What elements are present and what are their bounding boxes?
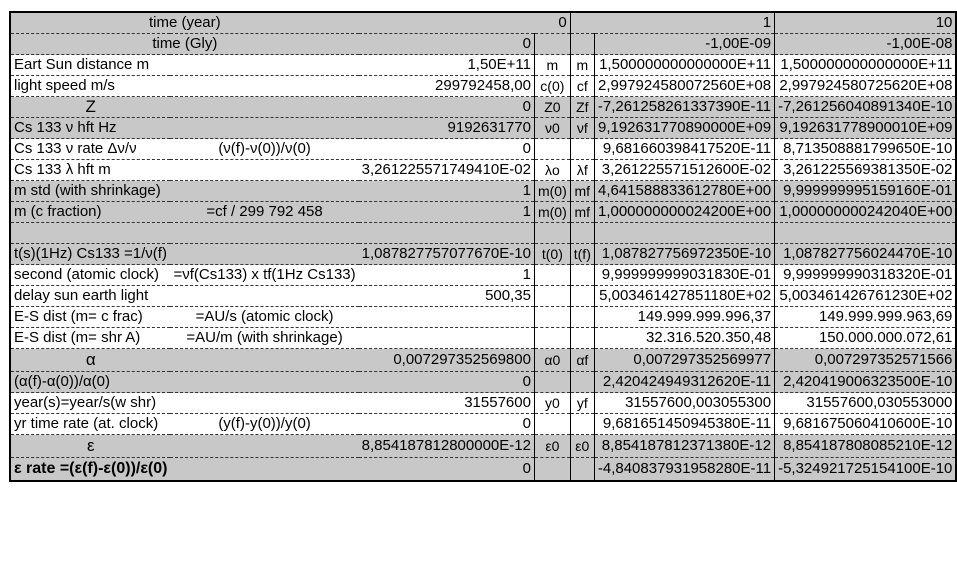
value-initial: 299792458,00 bbox=[359, 76, 535, 97]
table-row bbox=[10, 328, 956, 349]
row-label: light speed m/s bbox=[10, 76, 170, 97]
value-year-1: 1,000000000024200E+00 bbox=[594, 202, 774, 223]
symbol-final: αf bbox=[570, 349, 594, 372]
value-year-10: 2,997924580725620E+08 bbox=[775, 76, 957, 97]
table-row bbox=[10, 458, 956, 482]
row-label: delay sun earth light bbox=[10, 286, 170, 307]
value-year-10: 8,713508881799650E-10 bbox=[775, 139, 957, 160]
value-year-10: 8,854187808085210E-12 bbox=[775, 435, 957, 458]
row-label: Cs 133 λ hft m bbox=[10, 160, 170, 181]
table-row bbox=[10, 307, 956, 328]
row-formula: (y(f)-y(0))/y(0) bbox=[170, 414, 358, 435]
symbol-final bbox=[570, 34, 594, 55]
table-row bbox=[10, 139, 956, 160]
value-year-1: 1,500000000000000E+11 bbox=[594, 55, 774, 76]
symbol-final bbox=[570, 286, 594, 307]
row-formula bbox=[170, 118, 358, 139]
row-label: ε rate =(ε(f)-ε(0))/ε(0) bbox=[10, 458, 170, 482]
symbol-final: ε0 bbox=[570, 435, 594, 458]
value-initial: 0 bbox=[359, 414, 535, 435]
row-formula: =AU/m (with shrinkage) bbox=[170, 328, 358, 349]
row-formula bbox=[170, 223, 358, 244]
symbol-final: mf bbox=[570, 181, 594, 202]
value-initial: 0 bbox=[359, 139, 535, 160]
value-initial: 0 bbox=[359, 458, 535, 482]
row-label: time (Gly) bbox=[10, 34, 359, 55]
row-label: α bbox=[10, 349, 170, 372]
row-label: Eart Sun distance m bbox=[10, 55, 170, 76]
value-initial: 0 bbox=[359, 34, 535, 55]
row-label: t(s)(1Hz) Cs133 =1/ν(f) bbox=[10, 244, 170, 265]
value-year-1: 2,420424949312620E-11 bbox=[594, 372, 774, 393]
table-row bbox=[10, 76, 956, 97]
value-year-10: 1,000000000242040E+00 bbox=[775, 202, 957, 223]
row-formula bbox=[170, 286, 358, 307]
value-year-1: 9,681651450945380E-11 bbox=[594, 414, 774, 435]
value-year-10: 149.999.999.963,69 bbox=[775, 307, 957, 328]
table-row bbox=[10, 55, 956, 76]
symbol-final: m bbox=[570, 55, 594, 76]
value-year-10: 9,999999995159160E-01 bbox=[775, 181, 957, 202]
symbol-final bbox=[570, 12, 594, 34]
value-initial: 31557600 bbox=[359, 393, 535, 414]
value-year-10: -7,261256040891340E-10 bbox=[775, 97, 957, 118]
value-initial: 1 bbox=[359, 202, 535, 223]
value-initial: 3,261225571749410E-02 bbox=[359, 160, 535, 181]
symbol-final bbox=[570, 372, 594, 393]
symbol-initial: α0 bbox=[534, 349, 570, 372]
symbol-initial bbox=[534, 286, 570, 307]
value-initial: 8,854187812800000E-12 bbox=[359, 435, 535, 458]
value-year-10: 1,500000000000000E+11 bbox=[775, 55, 957, 76]
row-formula bbox=[170, 458, 358, 482]
symbol-final: mf bbox=[570, 202, 594, 223]
value-year-1: 8,854187812371380E-12 bbox=[594, 435, 774, 458]
table-row bbox=[10, 202, 956, 223]
table-row bbox=[10, 12, 956, 34]
table-row bbox=[10, 349, 956, 372]
value-year-1: 9,192631770890000E+09 bbox=[594, 118, 774, 139]
value-year-1: 5,003461427851180E+02 bbox=[594, 286, 774, 307]
value-year-1: 2,997924580072560E+08 bbox=[594, 76, 774, 97]
value-initial: 1 bbox=[359, 265, 535, 286]
value-initial: 500,35 bbox=[359, 286, 535, 307]
value-year-1: 149.999.999.996,37 bbox=[594, 307, 774, 328]
table-row bbox=[10, 244, 956, 265]
symbol-initial: y0 bbox=[534, 393, 570, 414]
spreadsheet-table bbox=[9, 11, 957, 482]
value-year-1: -4,840837931958280E-11 bbox=[594, 458, 774, 482]
table-row bbox=[10, 223, 956, 244]
value-year-1: 31557600,003055300 bbox=[594, 393, 774, 414]
table-row bbox=[10, 393, 956, 414]
symbol-final: νf bbox=[570, 118, 594, 139]
value-initial: 1,50E+11 bbox=[359, 55, 535, 76]
row-formula: =νf(Cs133) x tf(1Hz Cs133) bbox=[170, 265, 358, 286]
row-label: ε bbox=[10, 435, 170, 458]
symbol-initial: m bbox=[534, 55, 570, 76]
row-label: Cs 133 ν hft Hz bbox=[10, 118, 170, 139]
row-label: m (c fraction) bbox=[10, 202, 170, 223]
value-year-10: 150.000.000.072,61 bbox=[775, 328, 957, 349]
value-year-10: 9,192631778900010E+09 bbox=[775, 118, 957, 139]
symbol-final: λf bbox=[570, 160, 594, 181]
value-initial: 1 bbox=[359, 181, 535, 202]
value-year-1: -1,00E-09 bbox=[594, 34, 774, 55]
value-year-10: 1,087827756024470E-10 bbox=[775, 244, 957, 265]
value-year-10: 5,003461426761230E+02 bbox=[775, 286, 957, 307]
table-row bbox=[10, 265, 956, 286]
symbol-final bbox=[570, 328, 594, 349]
value-year-10 bbox=[775, 223, 957, 244]
symbol-initial bbox=[534, 458, 570, 482]
row-formula: =AU/s (atomic clock) bbox=[170, 307, 358, 328]
row-label: Z bbox=[10, 97, 170, 118]
row-formula bbox=[170, 349, 358, 372]
table-row bbox=[10, 181, 956, 202]
symbol-initial bbox=[534, 265, 570, 286]
value-year-1: 3,261225571512600E-02 bbox=[594, 160, 774, 181]
row-formula bbox=[170, 372, 358, 393]
row-label: time (year) bbox=[10, 12, 359, 34]
value-year-1: 1 bbox=[594, 12, 774, 34]
value-year-1: 9,999999999031830E-01 bbox=[594, 265, 774, 286]
symbol-initial bbox=[534, 223, 570, 244]
symbol-initial bbox=[534, 307, 570, 328]
row-label: year(s)=year/s(w shr) bbox=[10, 393, 170, 414]
value-initial bbox=[359, 223, 535, 244]
value-year-1: 1,087827756972350E-10 bbox=[594, 244, 774, 265]
value-year-10: 10 bbox=[775, 12, 957, 34]
value-year-10: 9,681675060410600E-10 bbox=[775, 414, 957, 435]
row-formula bbox=[170, 181, 358, 202]
symbol-final bbox=[570, 458, 594, 482]
row-formula bbox=[170, 244, 358, 265]
value-initial: 0 bbox=[359, 97, 535, 118]
symbol-final: t(f) bbox=[570, 244, 594, 265]
table-row bbox=[10, 372, 956, 393]
value-year-1: 32.316.520.350,48 bbox=[594, 328, 774, 349]
symbol-initial: ε0 bbox=[534, 435, 570, 458]
value-year-1: 4,641588833612780E+00 bbox=[594, 181, 774, 202]
value-year-1: -7,261258261337390E-11 bbox=[594, 97, 774, 118]
value-year-1 bbox=[594, 223, 774, 244]
table-row bbox=[10, 286, 956, 307]
value-year-1: 9,681660398417520E-11 bbox=[594, 139, 774, 160]
symbol-final bbox=[570, 265, 594, 286]
symbol-final bbox=[570, 414, 594, 435]
value-initial: 9192631770 bbox=[359, 118, 535, 139]
row-label: E-S dist (m= c frac) bbox=[10, 307, 170, 328]
row-formula bbox=[170, 76, 358, 97]
symbol-final bbox=[570, 139, 594, 160]
value-year-10: -1,00E-08 bbox=[775, 34, 957, 55]
table-row bbox=[10, 118, 956, 139]
value-year-10: 9,999999990318320E-01 bbox=[775, 265, 957, 286]
symbol-final bbox=[570, 223, 594, 244]
value-initial: 0 bbox=[359, 12, 571, 34]
table-row bbox=[10, 414, 956, 435]
symbol-initial bbox=[534, 328, 570, 349]
symbol-initial: ν0 bbox=[534, 118, 570, 139]
row-label: m std (with shrinkage) bbox=[10, 181, 170, 202]
value-year-10: -5,324921725154100E-10 bbox=[775, 458, 957, 482]
value-year-10: 3,261225569381350E-02 bbox=[775, 160, 957, 181]
symbol-final: Zf bbox=[570, 97, 594, 118]
symbol-initial: m(0) bbox=[534, 202, 570, 223]
row-label: E-S dist (m= shr A) bbox=[10, 328, 170, 349]
row-formula bbox=[170, 55, 358, 76]
value-initial: 0,007297352569800 bbox=[359, 349, 535, 372]
symbol-final: cf bbox=[570, 76, 594, 97]
row-formula: =cf / 299 792 458 bbox=[170, 202, 358, 223]
value-initial: 0 bbox=[359, 372, 535, 393]
symbol-initial bbox=[534, 34, 570, 55]
row-formula bbox=[170, 435, 358, 458]
symbol-initial: λo bbox=[534, 160, 570, 181]
row-formula: (ν(f)-ν(0))/ν(0) bbox=[170, 139, 358, 160]
row-label: Cs 133 ν rate Δν/ν bbox=[10, 139, 170, 160]
row-formula bbox=[170, 393, 358, 414]
value-year-10: 0,007297352571566 bbox=[775, 349, 957, 372]
row-formula bbox=[170, 97, 358, 118]
row-label: (α(f)-α(0))/α(0) bbox=[10, 372, 170, 393]
symbol-initial: t(0) bbox=[534, 244, 570, 265]
row-label: second (atomic clock) bbox=[10, 265, 170, 286]
row-label bbox=[10, 223, 170, 244]
symbol-initial bbox=[534, 414, 570, 435]
value-initial bbox=[359, 328, 535, 349]
symbol-initial: c(0) bbox=[534, 76, 570, 97]
symbol-initial bbox=[534, 139, 570, 160]
value-initial: 1,087827757077670E-10 bbox=[359, 244, 535, 265]
symbol-final bbox=[570, 307, 594, 328]
row-label: yr time rate (at. clock) bbox=[10, 414, 170, 435]
value-initial bbox=[359, 307, 535, 328]
table-row bbox=[10, 435, 956, 458]
value-year-1: 0,007297352569977 bbox=[594, 349, 774, 372]
table-row bbox=[10, 160, 956, 181]
value-year-10: 31557600,030553000 bbox=[775, 393, 957, 414]
symbol-initial bbox=[534, 372, 570, 393]
value-year-10: 2,420419006323500E-10 bbox=[775, 372, 957, 393]
symbol-initial: Z0 bbox=[534, 97, 570, 118]
row-formula bbox=[170, 160, 358, 181]
symbol-final: yf bbox=[570, 393, 594, 414]
symbol-initial: m(0) bbox=[534, 181, 570, 202]
table-row bbox=[10, 34, 956, 55]
table-row bbox=[10, 97, 956, 118]
